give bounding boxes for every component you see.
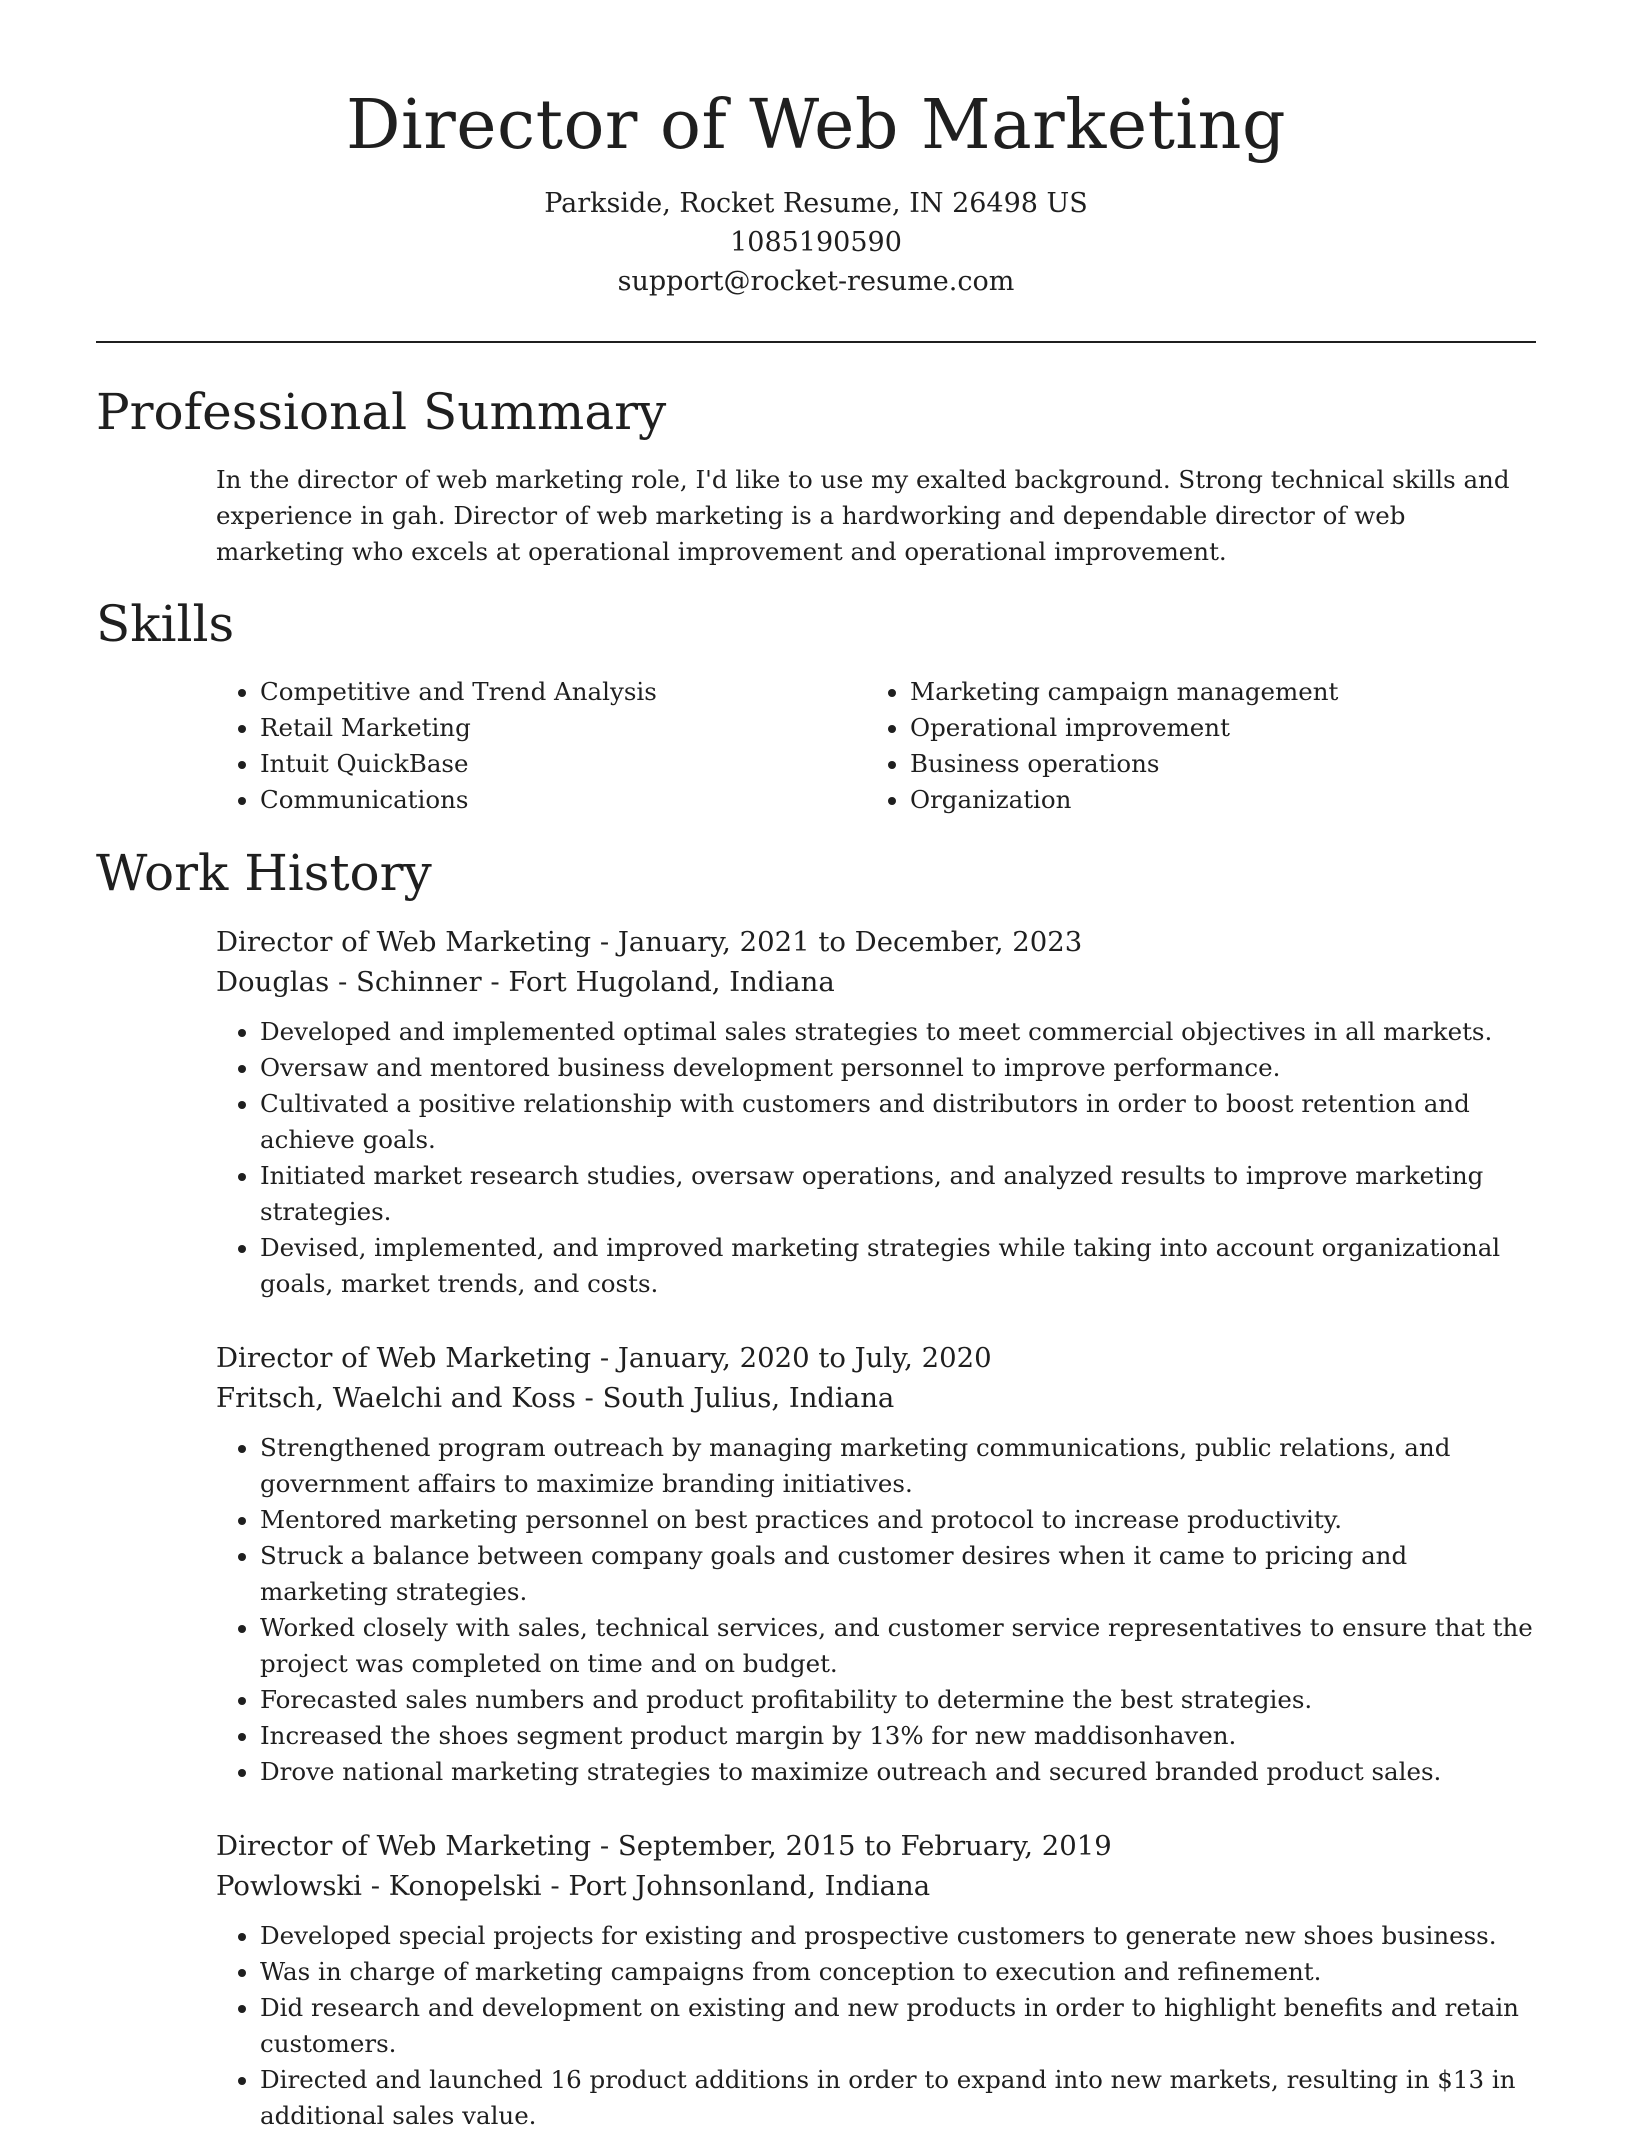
job-bullet: • Directed and launched 16 product additions in order to expand into new markets, resulting in $13 in additional sales value. <box>260 2062 1536 2134</box>
job-company: Powlowski - Konopelski <box>216 1870 542 1902</box>
job-location: Fort Hugoland, Indiana <box>508 966 835 998</box>
skill-item: • Business operations <box>910 746 1506 782</box>
job-location: South Julius, Indiana <box>602 1382 895 1414</box>
job-bullets <box>216 1014 1536 1302</box>
job-entry <box>216 922 1536 1302</box>
job-role: Director of Web Marketing <box>216 926 592 958</box>
job-separator: - <box>591 926 618 958</box>
job-company: Douglas - Schinner <box>216 966 482 998</box>
job-dates: January, 2021 to December, 2023 <box>617 926 1083 958</box>
job-bullet: • Developed special projects for existing and prospective customers to generate new shoes business. <box>260 1918 1536 1954</box>
job-title-line <box>216 922 1536 962</box>
contact-address: Parkside, Rocket Resume, IN 26498 US <box>544 188 1088 219</box>
candidate-name: Director of Web Marketing <box>346 86 1286 165</box>
job-dates: September, 2015 to February, 2019 <box>617 1830 1112 1862</box>
job-company-line <box>216 1866 1536 1906</box>
contact-block <box>0 184 1632 301</box>
skills-heading: Skills <box>96 595 235 653</box>
job-location: Port Johnsonland, Indiana <box>568 1870 931 1902</box>
job-company: Fritsch, Waelchi and Koss <box>216 1382 576 1414</box>
skill-item: • Intuit QuickBase <box>260 746 856 782</box>
summary-text: In the director of web marketing role, I'd like to use my exalted background. Strong technical skills and experience in gah. Director of web marketing is a hardworking and dependable director of web marketing who excels at operational improvement and operational improvement. <box>216 465 1510 566</box>
job-separator: - <box>591 1342 618 1374</box>
summary-heading: Professional Summary <box>96 383 667 441</box>
skills-column-left <box>216 674 856 818</box>
job-bullet: • Struck a balance between company goals and customer desires when it came to pricing and marketing strategies. <box>260 1538 1536 1610</box>
job-role: Director of Web Marketing <box>216 1830 592 1862</box>
job-title-line <box>216 1338 1536 1378</box>
job-bullet: • Increased the shoes segment product margin by 13% for new maddisonhaven. <box>260 1718 1536 1754</box>
job-separator: - <box>541 1870 569 1902</box>
job-bullets <box>216 1918 1536 2134</box>
job-separator: - <box>591 1830 618 1862</box>
job-bullet: • Devised, implemented, and improved marketing strategies while taking into account organizational goals, market trends, and costs. <box>260 1230 1536 1302</box>
job-bullet: • Was in charge of marketing campaigns from conception to execution and refinement. <box>260 1954 1536 1990</box>
job-dates: January, 2020 to July, 2020 <box>617 1342 992 1374</box>
skills-list-left <box>216 674 856 818</box>
header-divider <box>96 341 1536 343</box>
summary-section <box>216 462 1536 570</box>
resume-header <box>0 0 1632 301</box>
job-bullet: • Drove national marketing strategies to maximize outreach and secured branded product sales. <box>260 1754 1536 1790</box>
work-history-heading: Work History <box>96 844 432 902</box>
skill-item: • Communications <box>260 782 856 818</box>
contact-email: support@rocket-resume.com <box>617 266 1015 297</box>
job-bullet: • Oversaw and mentored business development personnel to improve performance. <box>260 1050 1536 1086</box>
job-company-line <box>216 1378 1536 1418</box>
job-company-line <box>216 962 1536 1002</box>
skill-item: • Marketing campaign management <box>910 674 1506 710</box>
job-bullet: • Strengthened program outreach by managing marketing communications, public relations, and government affairs to maximize branding initiatives. <box>260 1430 1536 1502</box>
job-bullets <box>216 1430 1536 1790</box>
skills-list-right <box>866 674 1506 818</box>
job-bullet: • Worked closely with sales, technical services, and customer service representatives to ensure that the project was completed on time and on budget. <box>260 1610 1536 1682</box>
job-entry <box>216 1826 1536 2134</box>
job-separator: - <box>575 1382 603 1414</box>
job-title-line <box>216 1826 1536 1866</box>
skill-item: • Organization <box>910 782 1506 818</box>
skill-item: • Retail Marketing <box>260 710 856 746</box>
contact-phone: 1085190590 <box>730 227 902 258</box>
job-role: Director of Web Marketing <box>216 1342 592 1374</box>
skill-item: • Competitive and Trend Analysis <box>260 674 856 710</box>
job-bullet: • Forecasted sales numbers and product profitability to determine the best strategies. <box>260 1682 1536 1718</box>
job-bullet: • Initiated market research studies, oversaw operations, and analyzed results to improve marketing strategies. <box>260 1158 1536 1230</box>
job-bullet: • Developed and implemented optimal sales strategies to meet commercial objectives in all markets. <box>260 1014 1536 1050</box>
job-bullet: • Did research and development on existing and new products in order to highlight benefits and retain customers. <box>260 1990 1536 2062</box>
skill-item: • Operational improvement <box>910 710 1506 746</box>
job-bullet: • Mentored marketing personnel on best practices and protocol to increase productivity. <box>260 1502 1536 1538</box>
job-separator: - <box>481 966 509 998</box>
skills-column-right <box>866 674 1506 818</box>
skills-section <box>216 674 1536 824</box>
job-bullet: • Cultivated a positive relationship with customers and distributors in order to boost retention and achieve goals. <box>260 1086 1536 1158</box>
job-entry <box>216 1338 1536 1790</box>
